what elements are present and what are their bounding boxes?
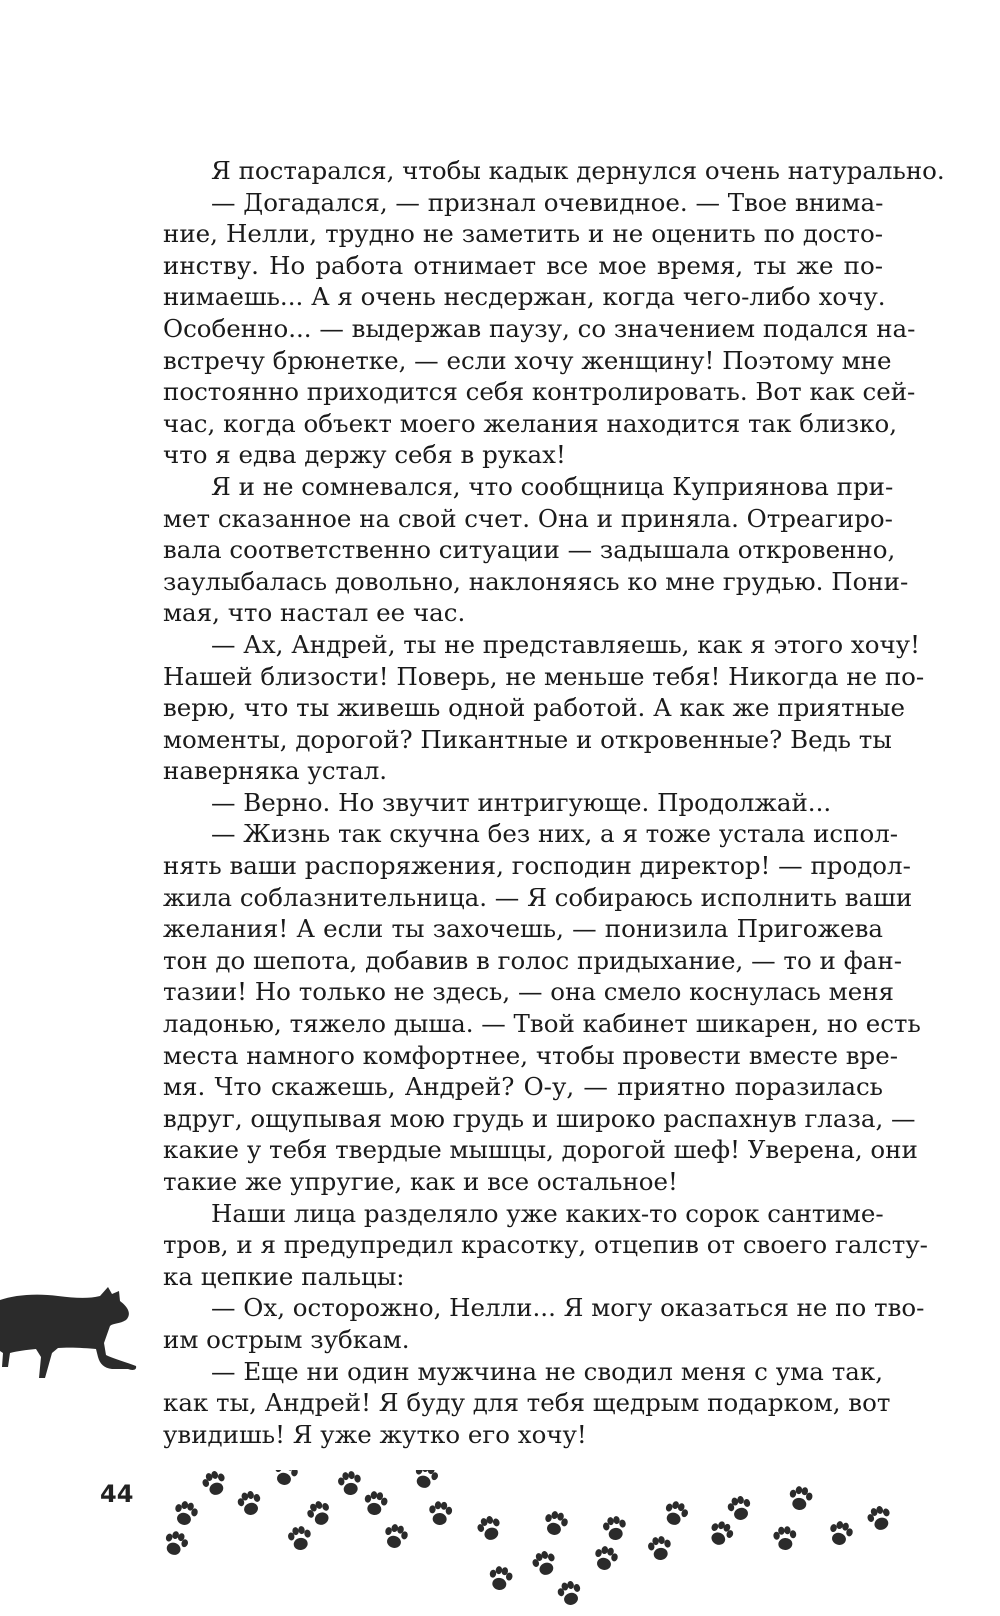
text-line: вдруг, ощупывая мою грудь и широко распахнув глаза, —	[163, 1103, 916, 1133]
text-line: моменты, дорогой? Пикантные и откровенные? Ведь ты	[163, 724, 892, 754]
paw-print-icon	[865, 1503, 895, 1533]
text-line: — Верно. Но звучит интригующе. Продолжай...	[211, 787, 832, 817]
paw-print-icon	[362, 1490, 389, 1517]
paw-print-icon	[726, 1494, 754, 1523]
text-line: желания! А если ты захочешь, — понизила Пригожева	[163, 914, 883, 944]
paw-print-icon	[475, 1513, 505, 1543]
paw-print-icon	[602, 1515, 629, 1542]
text-line: места намного комфортнее, чтобы провести вместе вре-	[163, 1040, 899, 1070]
text-line: заулыбалась довольно, наклоняясь ко мне грудью. Пони-	[163, 566, 909, 596]
text-line: ние, Нелли, трудно не заметить и не оценить по досто-	[163, 219, 883, 249]
text-line: встречу брюнетке, — если хочу женщину! Поэтому мне	[163, 345, 892, 375]
text-line: как ты, Андрей! Я буду для тебя щедрым подарком, вот	[163, 1388, 891, 1418]
text-line: — Ах, Андрей, ты не представляешь, как я этого хочу!	[211, 629, 920, 659]
text-line: тазии! Но только не здесь, — она смело коснулась меня	[163, 977, 895, 1007]
text-line: Нашей близости! Поверь, не меньше тебя! Никогда не по-	[163, 661, 925, 691]
paw-print-icon	[773, 1526, 798, 1551]
body-text	[163, 155, 945, 1450]
text-line: наверняка устал.	[163, 756, 388, 786]
paw-print-icon	[236, 1489, 264, 1518]
text-line: час, когда объект моего желания находится так близко,	[163, 408, 898, 438]
paw-print-icon	[647, 1535, 674, 1562]
text-line: Я постарался, чтобы кадык дернулся очень натурально.	[211, 156, 945, 185]
text-line: ка цепкие пальцы:	[163, 1261, 405, 1291]
paw-print-icon	[542, 1509, 570, 1538]
text-line: им острым зубкам.	[163, 1324, 410, 1354]
cat-silhouette-icon	[0, 1287, 145, 1379]
text-line: — Еще ни один мужчина не сводил меня с ума так,	[211, 1356, 883, 1386]
text-line: — Догадался, — признал очевидное. — Твое внима-	[211, 187, 884, 217]
text-line: нять ваши распоряжения, господин директор! — продол-	[163, 851, 911, 881]
paw-print-icon	[304, 1498, 335, 1529]
text-line: постоянно приходится себя контролировать. Вот как сей-	[163, 377, 916, 407]
paw-print-icon	[428, 1501, 453, 1526]
text-line: Наши лица разделяло уже каких-то сорок сантиме-	[211, 1198, 884, 1228]
text-line: увидишь! Я уже жутко его хочу!	[163, 1419, 587, 1449]
text-line: — Ох, осторожно, Нелли... Я могу оказаться не по тво-	[211, 1293, 925, 1323]
text-line: инству. Но работа отнимает все мое время, ты же по-	[163, 250, 883, 280]
paw-print-icon	[787, 1485, 814, 1512]
paw-print-icon	[661, 1498, 691, 1528]
paw-print-icon	[172, 1499, 200, 1528]
text-line: Особенно... — выдержав паузу, со значением подался на-	[163, 313, 916, 343]
paw-print-icon	[200, 1470, 230, 1498]
paw-print-icon	[487, 1565, 514, 1592]
paw-print-icon	[556, 1579, 584, 1608]
text-line: тров, и я предупредил красотку, отцепив от своего галсту-	[163, 1230, 928, 1260]
paw-print-icon	[592, 1544, 620, 1573]
paw-print-icon	[411, 1470, 441, 1491]
paw-prints-decoration	[0, 1470, 1000, 1616]
paw-print-icon	[382, 1522, 410, 1551]
text-line: что я едва держу себя в руках!	[163, 440, 566, 470]
text-line: мя. Что скажешь, Андрей? О-у, — приятно поразилась	[163, 1072, 883, 1102]
text-line: ладонью, тяжело дыша. — Твой кабинет шикарен, но есть	[163, 1009, 921, 1039]
text-line: — Жизнь так скучна без них, а я тоже устала испол-	[211, 819, 899, 849]
text-line: тон до шепота, добавив в голос придыхание, — то и фан-	[163, 945, 902, 975]
paw-print-icon	[827, 1519, 855, 1548]
paw-print-icon	[272, 1470, 300, 1488]
paw-print-icon	[287, 1525, 314, 1552]
text-line: Я и не сомневался, что сообщница Куприянова при-	[211, 471, 894, 501]
paw-print-icon	[706, 1518, 737, 1549]
paw-print-icon	[161, 1528, 191, 1558]
text-line: такие же упругие, как и все остальное!	[163, 1167, 678, 1196]
text-line: жила соблазнительница. — Я собираюсь исполнить ваши	[163, 882, 913, 912]
text-line: мая, что настал ее час.	[163, 598, 466, 628]
text-line: мет сказанное на свой счет. Она и приняла. Отреагиро-	[163, 503, 893, 533]
text-line: вала соответственно ситуации — задышала откровенно,	[163, 535, 896, 565]
page-number: 44	[100, 1480, 134, 1508]
text-line: какие у тебя твердые мышцы, дорогой шеф! Уверена, они	[163, 1135, 918, 1165]
paw-print-icon	[530, 1548, 560, 1578]
text-line: верю, что ты живешь одной работой. А как же приятные	[163, 693, 905, 723]
paw-print-icon	[337, 1470, 364, 1497]
text-line: нимаешь... А я очень несдержан, когда чего-либо хочу.	[163, 282, 886, 312]
